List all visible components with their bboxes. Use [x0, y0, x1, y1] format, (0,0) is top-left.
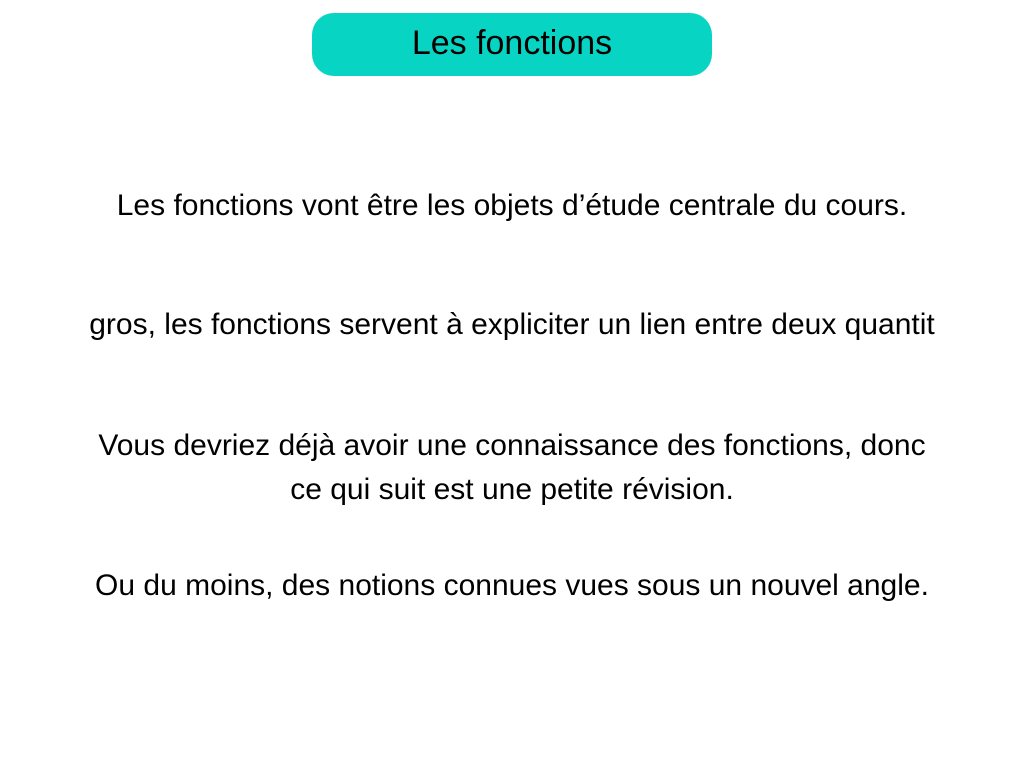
paragraph-review [0, 424, 1024, 512]
paragraph-intro: Les fonctions vont être les objets d’étude centrale du cours. [116, 189, 908, 222]
paragraph-review-line-1: Vous devriez déjà avoir une connaissance des fonctions, donc [98, 429, 926, 462]
paragraph-new-angle: Ou du moins, des notions connues vues sous un nouvel angle. [95, 569, 929, 602]
title-banner [312, 13, 712, 76]
paragraph-review-line-2: ce qui suit est une petite révision. [290, 473, 734, 506]
slide-title: Les fonctions [411, 23, 613, 62]
paragraph-purpose: gros, les fonctions servent à expliciter un lien entre deux quantit [89, 308, 935, 341]
